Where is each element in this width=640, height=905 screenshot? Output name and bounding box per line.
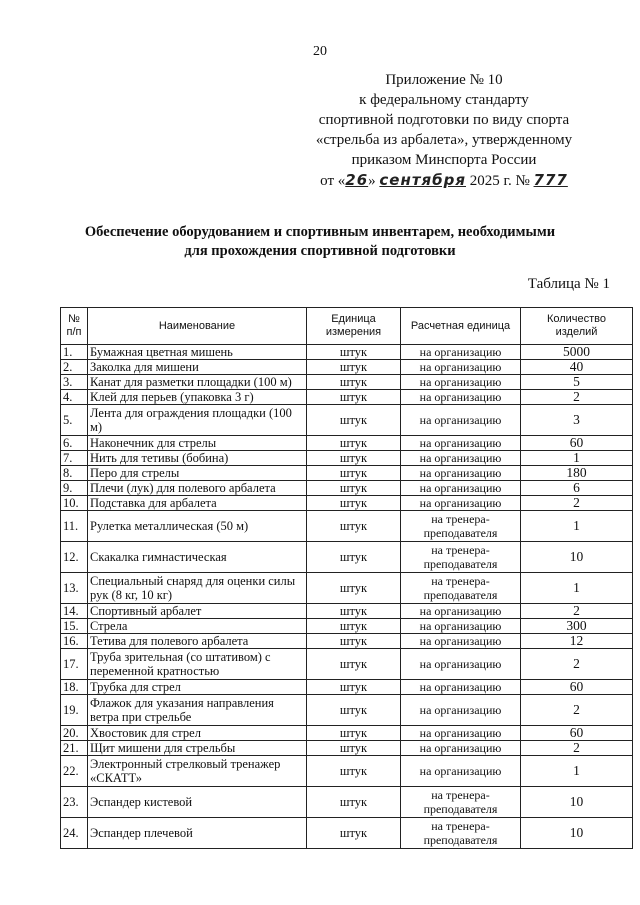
row-unit: штук <box>307 542 401 573</box>
handwritten-day: 26 <box>345 171 369 189</box>
appendix-line-4: «стрельба из арбалета», утвержденному <box>315 132 573 148</box>
row-qty: 1 <box>521 573 633 604</box>
row-qty: 60 <box>521 680 633 695</box>
date-mid: » <box>368 173 380 189</box>
row-unit: штук <box>307 818 401 849</box>
row-qty: 2 <box>521 390 633 405</box>
row-unit: штук <box>307 360 401 375</box>
row-qty: 2 <box>521 604 633 619</box>
table-row <box>61 619 633 634</box>
row-name: Электронный стрелковый тренажер «СКАТТ» <box>88 756 307 787</box>
row-num: 24. <box>61 818 88 849</box>
row-qty: 2 <box>521 649 633 680</box>
table-row <box>61 695 633 726</box>
row-unit: штук <box>307 405 401 436</box>
row-calc: на организацию <box>401 390 521 405</box>
row-num: 18. <box>61 680 88 695</box>
row-qty: 60 <box>521 726 633 741</box>
row-name: Тетива для полевого арбалета <box>88 634 307 649</box>
row-qty: 2 <box>521 741 633 756</box>
row-calc: на организацию <box>401 375 521 390</box>
row-qty: 5 <box>521 375 633 390</box>
row-num: 2. <box>61 360 88 375</box>
row-num: 5. <box>61 405 88 436</box>
row-unit: штук <box>307 481 401 496</box>
row-num: 15. <box>61 619 88 634</box>
row-calc: на организацию <box>401 726 521 741</box>
table-row <box>61 375 633 390</box>
table-label: Таблица № 1 <box>527 276 610 292</box>
row-qty: 3 <box>521 405 633 436</box>
equipment-table <box>60 307 633 849</box>
row-qty: 10 <box>521 787 633 818</box>
row-calc: на тренера-преподавателя <box>401 542 521 573</box>
row-unit: штук <box>307 496 401 511</box>
row-num: 23. <box>61 787 88 818</box>
row-name: Стрела <box>88 619 307 634</box>
row-unit: штук <box>307 649 401 680</box>
row-qty: 2 <box>521 695 633 726</box>
table-row <box>61 604 633 619</box>
appendix-line-5: приказом Минспорта России <box>351 152 537 168</box>
year-text: 2025 г. № <box>466 173 534 189</box>
row-num: 8. <box>61 466 88 481</box>
row-num: 4. <box>61 390 88 405</box>
row-name: Перо для стрелы <box>88 466 307 481</box>
order-date-line <box>284 170 604 191</box>
row-calc: на организацию <box>401 405 521 436</box>
row-num: 14. <box>61 604 88 619</box>
row-calc: на организацию <box>401 680 521 695</box>
table-row <box>61 345 633 360</box>
page-number: 20 <box>313 44 327 59</box>
table-row <box>61 436 633 451</box>
row-num: 13. <box>61 573 88 604</box>
row-name: Наконечник для стрелы <box>88 436 307 451</box>
row-qty: 1 <box>521 756 633 787</box>
header-num: № п/п <box>61 308 88 345</box>
row-calc: на тренера-преподавателя <box>401 511 521 542</box>
table-row <box>61 634 633 649</box>
row-name: Специальный снаряд для оценки силы рук (8 кг, 10 кг) <box>88 573 307 604</box>
row-calc: на организацию <box>401 695 521 726</box>
row-num: 10. <box>61 496 88 511</box>
table-row <box>61 787 633 818</box>
row-calc: на организацию <box>401 481 521 496</box>
row-name: Заколка для мишени <box>88 360 307 375</box>
row-qty: 5000 <box>521 345 633 360</box>
row-name: Трубка для стрел <box>88 680 307 695</box>
appendix-line-1: Приложение № 10 <box>385 72 503 88</box>
row-calc: на тренера-преподавателя <box>401 573 521 604</box>
table-header-row <box>61 308 633 345</box>
table-row <box>61 405 633 436</box>
row-unit: штук <box>307 604 401 619</box>
row-name: Хвостовик для стрел <box>88 726 307 741</box>
row-unit: штук <box>307 451 401 466</box>
row-calc: на тренера-преподавателя <box>401 787 521 818</box>
row-name: Эспандер плечевой <box>88 818 307 849</box>
row-num: 22. <box>61 756 88 787</box>
header-unit: Единица измерения <box>307 308 401 345</box>
row-qty: 10 <box>521 542 633 573</box>
row-name: Подставка для арбалета <box>88 496 307 511</box>
title-line-1: Обеспечение оборудованием и спортивным инвентарем, необходимыми <box>84 224 556 240</box>
row-num: 7. <box>61 451 88 466</box>
appendix-line-3: спортивной подготовки по виду спорта <box>318 112 570 128</box>
row-num: 3. <box>61 375 88 390</box>
row-num: 20. <box>61 726 88 741</box>
row-calc: на организацию <box>401 649 521 680</box>
row-unit: штук <box>307 787 401 818</box>
row-calc: на организацию <box>401 451 521 466</box>
table-row <box>61 542 633 573</box>
table-row <box>61 390 633 405</box>
header-qty: Количество изделий <box>521 308 633 345</box>
header-name: Наименование <box>88 308 307 345</box>
title-line-2: для прохождения спортивной подготовки <box>184 243 456 259</box>
row-name: Плечи (лук) для полевого арбалета <box>88 481 307 496</box>
row-qty: 10 <box>521 818 633 849</box>
table-row <box>61 741 633 756</box>
row-calc: на организацию <box>401 466 521 481</box>
row-calc: на организацию <box>401 741 521 756</box>
row-unit: штук <box>307 390 401 405</box>
row-name: Рулетка металлическая (50 м) <box>88 511 307 542</box>
table-row <box>61 481 633 496</box>
row-num: 17. <box>61 649 88 680</box>
row-qty: 300 <box>521 619 633 634</box>
row-unit: штук <box>307 345 401 360</box>
row-qty: 40 <box>521 360 633 375</box>
row-unit: штук <box>307 680 401 695</box>
row-qty: 60 <box>521 436 633 451</box>
row-name: Клей для перьев (упаковка 3 г) <box>88 390 307 405</box>
row-unit: штук <box>307 436 401 451</box>
table-row <box>61 756 633 787</box>
row-name: Спортивный арбалет <box>88 604 307 619</box>
date-prefix: от « <box>320 173 346 189</box>
row-calc: на организацию <box>401 436 521 451</box>
table-row <box>61 680 633 695</box>
row-name: Щит мишени для стрельбы <box>88 741 307 756</box>
appendix-header <box>284 70 604 191</box>
row-num: 9. <box>61 481 88 496</box>
row-unit: штук <box>307 375 401 390</box>
row-unit: штук <box>307 756 401 787</box>
row-unit: штук <box>307 573 401 604</box>
table-row <box>61 451 633 466</box>
header-calc: Расчетная единица <box>401 308 521 345</box>
row-unit: штук <box>307 634 401 649</box>
document-title <box>40 223 600 261</box>
appendix-line-2: к федеральному стандарту <box>359 92 529 108</box>
table-row <box>61 649 633 680</box>
row-qty: 1 <box>521 511 633 542</box>
row-num: 16. <box>61 634 88 649</box>
row-name: Труба зрительная (со штативом) с переменной кратностью <box>88 649 307 680</box>
row-calc: на организацию <box>401 619 521 634</box>
row-unit: штук <box>307 511 401 542</box>
table-row <box>61 360 633 375</box>
row-qty: 1 <box>521 451 633 466</box>
handwritten-order-number: 777 <box>533 171 568 189</box>
row-unit: штук <box>307 619 401 634</box>
table-row <box>61 573 633 604</box>
row-name: Нить для тетивы (бобина) <box>88 451 307 466</box>
row-num: 21. <box>61 741 88 756</box>
row-num: 12. <box>61 542 88 573</box>
table-row <box>61 818 633 849</box>
row-num: 19. <box>61 695 88 726</box>
row-calc: на организацию <box>401 634 521 649</box>
row-name: Флажок для указания направления ветра при стрельбе <box>88 695 307 726</box>
row-unit: штук <box>307 695 401 726</box>
row-name: Канат для разметки площадки (100 м) <box>88 375 307 390</box>
row-calc: на организацию <box>401 604 521 619</box>
row-name: Скакалка гимнастическая <box>88 542 307 573</box>
row-calc: на тренера-преподавателя <box>401 818 521 849</box>
row-calc: на организацию <box>401 496 521 511</box>
row-unit: штук <box>307 466 401 481</box>
row-qty: 6 <box>521 481 633 496</box>
row-qty: 12 <box>521 634 633 649</box>
row-num: 11. <box>61 511 88 542</box>
table-row <box>61 496 633 511</box>
row-unit: штук <box>307 741 401 756</box>
table-row <box>61 511 633 542</box>
row-calc: на организацию <box>401 360 521 375</box>
handwritten-month: сентября <box>379 171 466 189</box>
row-qty: 180 <box>521 466 633 481</box>
row-calc: на организацию <box>401 345 521 360</box>
row-name: Бумажная цветная мишень <box>88 345 307 360</box>
row-name: Лента для ограждения площадки (100 м) <box>88 405 307 436</box>
table-row <box>61 466 633 481</box>
row-unit: штук <box>307 726 401 741</box>
row-calc: на организацию <box>401 756 521 787</box>
row-name: Эспандер кистевой <box>88 787 307 818</box>
row-num: 1. <box>61 345 88 360</box>
row-num: 6. <box>61 436 88 451</box>
row-qty: 2 <box>521 496 633 511</box>
table-row <box>61 726 633 741</box>
